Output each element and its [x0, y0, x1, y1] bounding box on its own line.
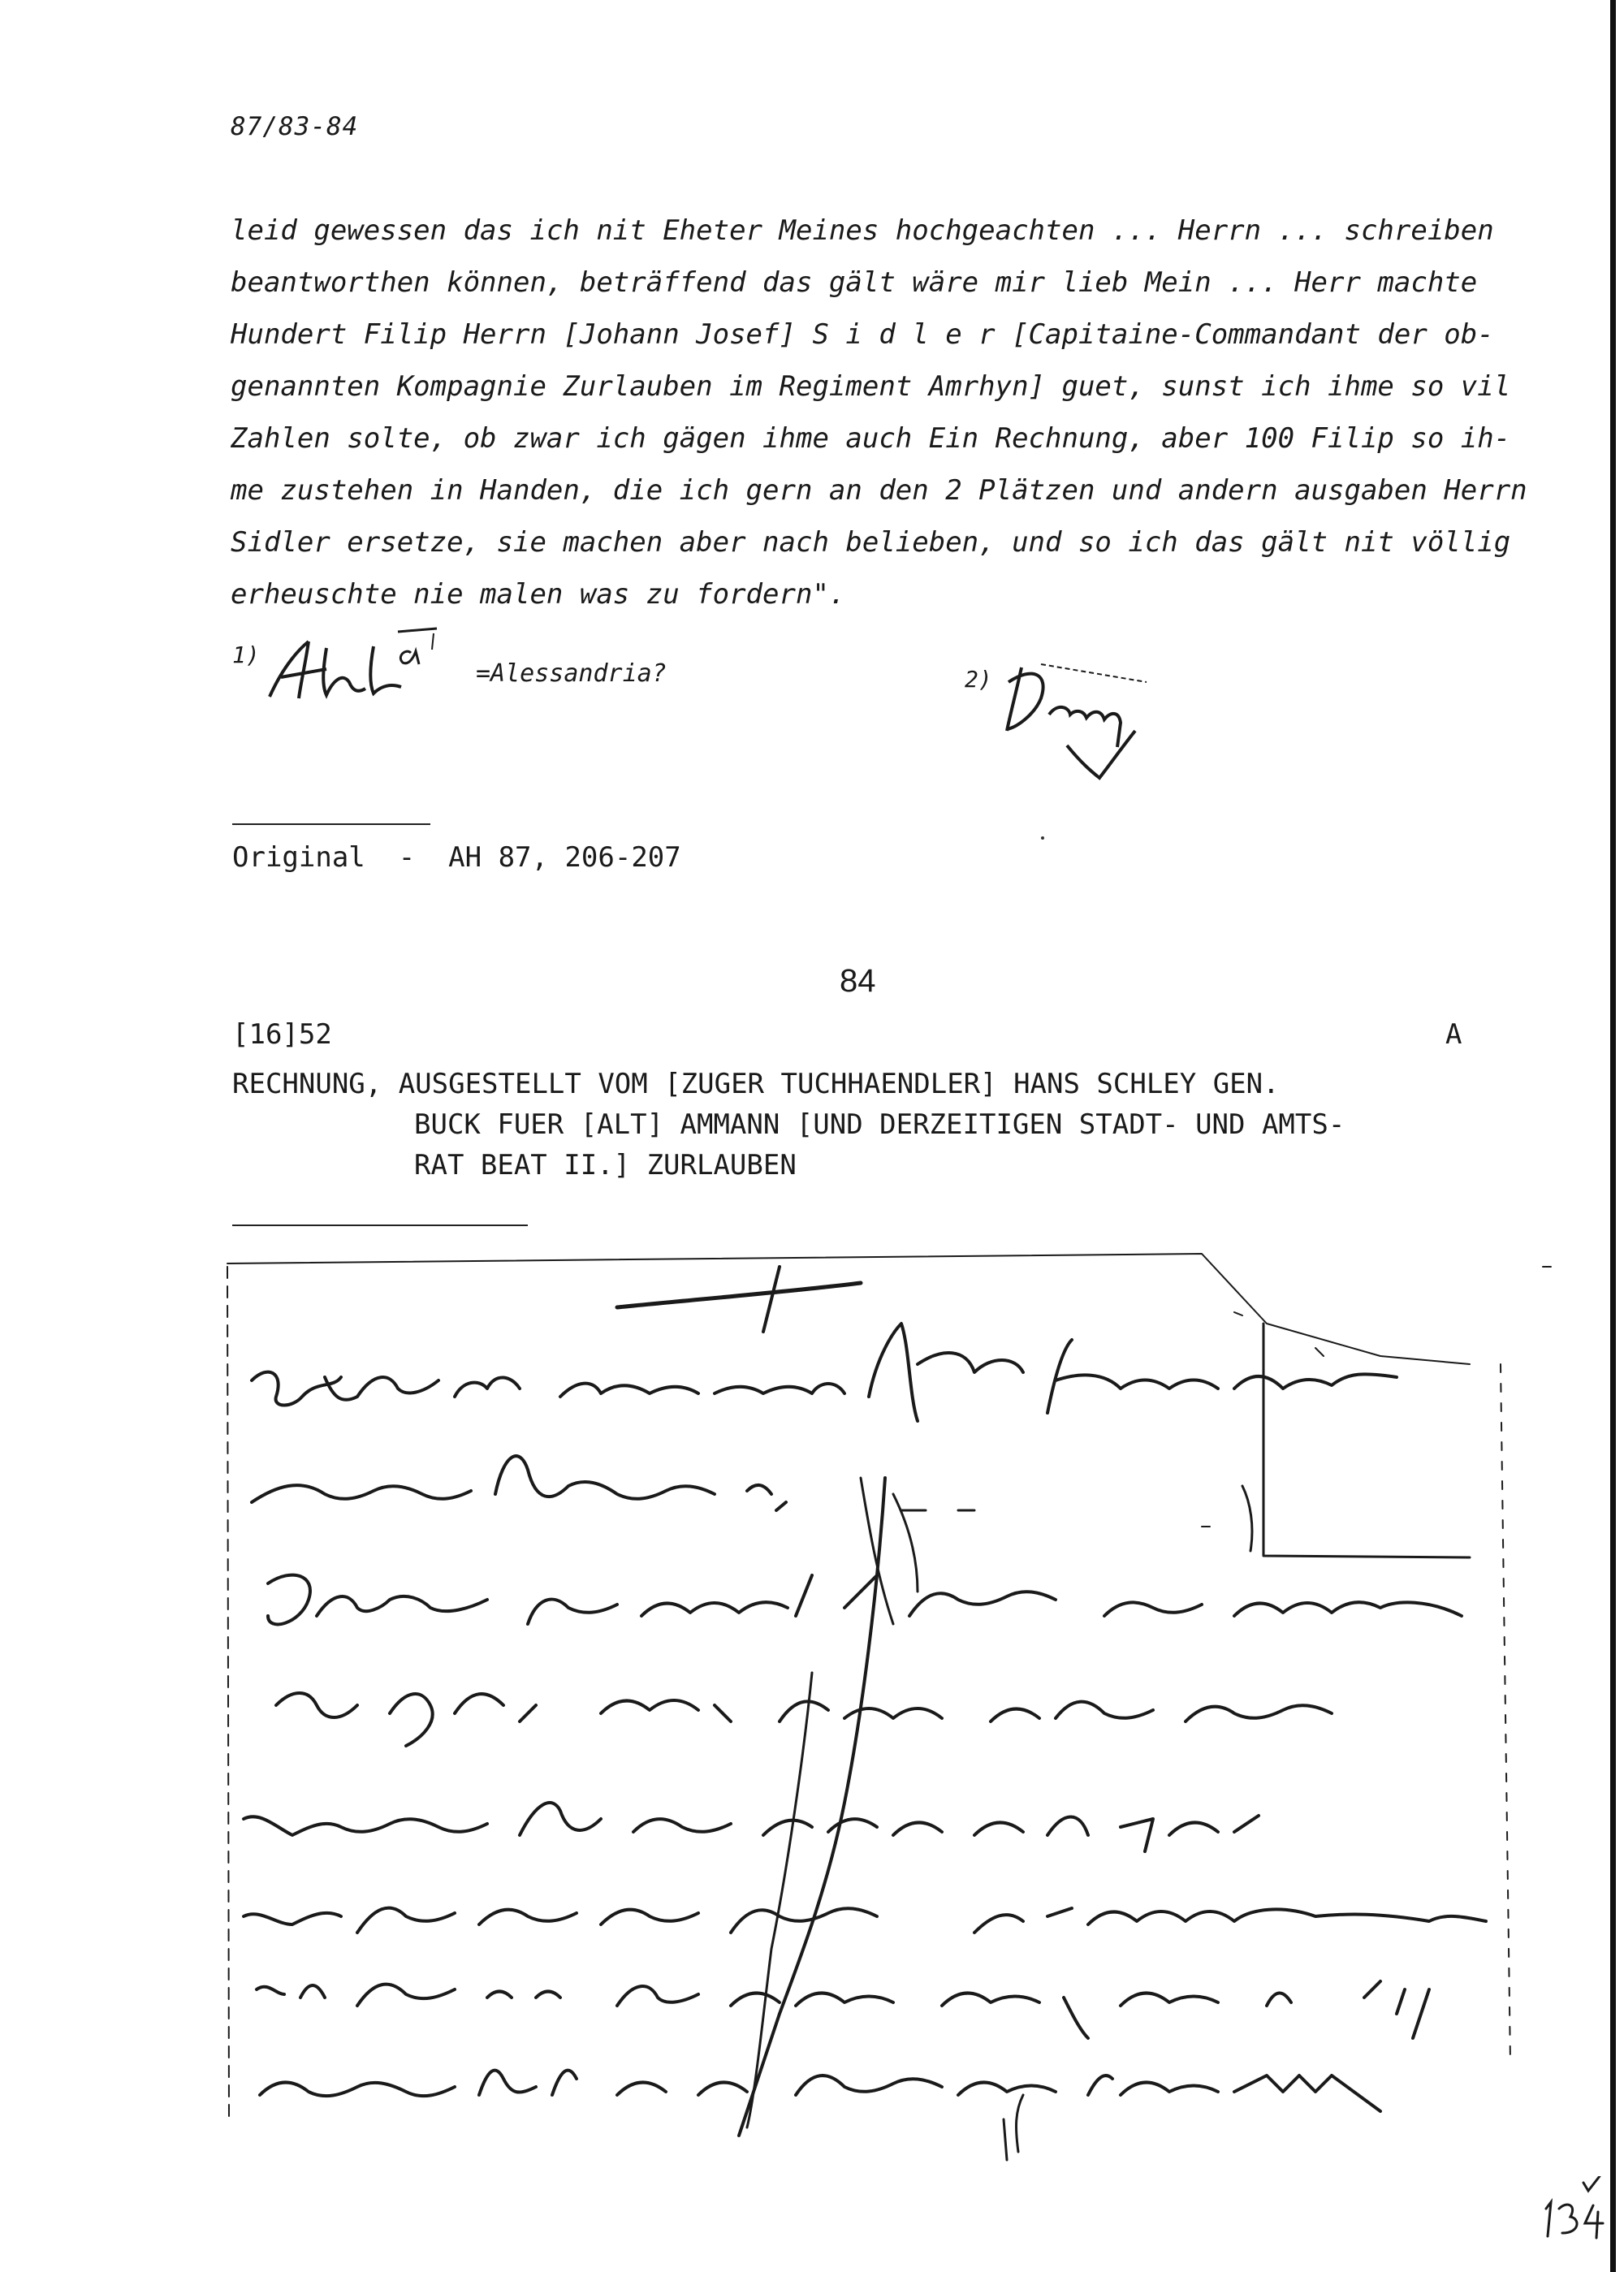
quote-line: Sidler ersetze, sie machen aber nach belieben, und so ich das gält nit völlig: [231, 526, 1511, 559]
quote-line: Zahlen solte, ob zwar ich gägen ihme auch Ein Rechnung, aber 100 Filip so ih-: [231, 422, 1511, 455]
quote-line: me zustehen in Handen, die ich gern an den 2 Plätzen und andern ausgaben Herrn: [231, 474, 1527, 507]
quote-line: Hundert Filip Herrn [Johann Josef] S i d l e r [Capitaine-Commandant der ob-: [231, 318, 1494, 351]
handwritten-page-number-image: [1535, 2176, 1608, 2249]
footnote-2-number: 2): [965, 666, 992, 693]
document-title: [232, 1064, 1345, 1186]
quote-line: genannten Kompagnie Zurlauben im Regiment Amrhyn] guet, sunst ich ihme so vil: [231, 370, 1511, 403]
quote-line: beantworthen können, beträffend das gält wäre mir lieb Mein ... Herr machte: [231, 266, 1478, 299]
section-rule: [232, 1225, 528, 1226]
handwritten-abbreviation-image: [252, 624, 463, 713]
source-line: [232, 841, 681, 874]
footnote-1-number: 1): [232, 641, 260, 668]
quote-line: leid gewessen das ich nit Eheter Meines hochgeachten ... Herrn ... schreiben: [231, 214, 1494, 247]
scan-speck: [1041, 836, 1044, 840]
handwritten-manuscript-facsimile: [0, 1234, 1624, 2176]
quote-line: erheuschte nie malen was zu fordern".: [231, 578, 846, 611]
document-reference: 87/83-84: [231, 112, 359, 141]
source-archive: AH 87, 206-207: [448, 841, 681, 874]
document-date: [16]52: [232, 1018, 332, 1051]
source-separator: -: [398, 841, 416, 874]
footnote-1-note: =Alessandria?: [476, 659, 667, 688]
title-line: BUCK FUER [ALT] AMMANN [UND DERZEITIGEN STADT- UND AMTS-: [414, 1108, 1345, 1141]
document-category: A: [1445, 1018, 1462, 1051]
title-line: RAT BEAT II.] ZURLAUBEN: [414, 1149, 797, 1181]
handwritten-abbreviation-image: [992, 650, 1187, 796]
footnote-rule: [232, 823, 430, 825]
quoted-letter-text: [231, 205, 1530, 620]
source-label: Original: [232, 841, 365, 874]
document-number: 84: [840, 963, 876, 999]
title-line: RECHNUNG, AUSGESTELLT VOM [ZUGER TUCHHAENDLER] HANS SCHLEY GEN.: [232, 1068, 1280, 1100]
